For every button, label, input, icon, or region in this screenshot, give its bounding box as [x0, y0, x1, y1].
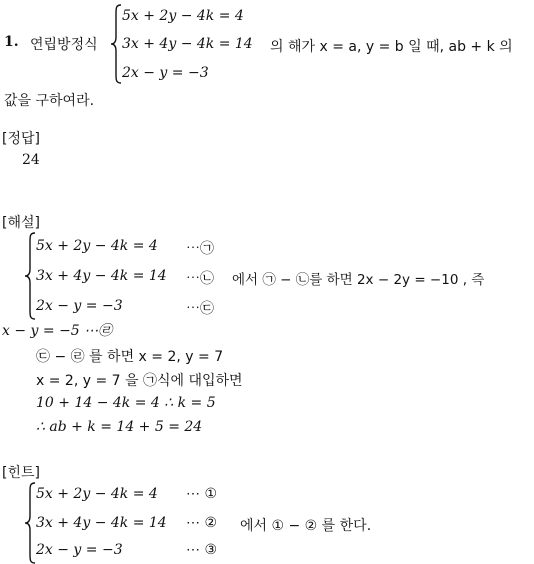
- solution-eq-3: 2x − y = −3: [36, 298, 123, 314]
- solution-heading: [해설]: [2, 215, 40, 231]
- solution-tag-2: ⋯㉡: [186, 271, 214, 287]
- problem-condition: 의 해가 x = a, y = b 일 때, ab + k 의: [270, 39, 513, 55]
- hint-tag-3: ⋯ ③: [186, 542, 218, 558]
- solution-eq-2: 3x + 4y − 4k = 14: [36, 268, 167, 284]
- problem-eq-2: 3x + 4y − 4k = 14: [122, 36, 253, 52]
- problem-brace: [110, 4, 122, 84]
- hint-tag-1: ⋯ ①: [186, 486, 218, 502]
- solution-brace: [24, 232, 36, 320]
- solution-line-3: x = 2, y = 7 을 ㉠식에 대입하면: [36, 373, 243, 389]
- answer-value: 24: [22, 152, 40, 168]
- problem-intro: 연립방정식: [30, 37, 98, 53]
- hint-heading: [힌트]: [2, 465, 40, 481]
- solution-after-system: 에서 ㉠ − ㉡를 하면 2x − 2y = −10 , 즉: [232, 272, 485, 288]
- problem-ask: 값을 구하여라.: [4, 93, 95, 109]
- solution-line-1: x − y = −5 ⋯㉣: [2, 323, 113, 339]
- hint-tag-2: ⋯ ②: [186, 515, 218, 531]
- problem-eq-3: 2x − y = −3: [122, 65, 209, 81]
- hint-brace: [24, 482, 36, 564]
- solution-line-2: ㉢ − ㉣ 를 하면 x = 2, y = 7: [36, 349, 224, 365]
- solution-line-5: ∴ ab + k = 14 + 5 = 24: [36, 419, 203, 435]
- hint-eq-3: 2x − y = −3: [36, 542, 123, 558]
- solution-line-4: 10 + 14 − 4k = 4 ∴ k = 5: [36, 395, 216, 411]
- solution-tag-3: ⋯㉢: [186, 301, 214, 317]
- problem-number: 1.: [4, 34, 19, 50]
- solution-tag-1: ⋯㉠: [186, 241, 214, 257]
- hint-after-system: 에서 ① − ② 를 한다.: [240, 518, 372, 534]
- problem-eq-1: 5x + 2y − 4k = 4: [122, 8, 244, 24]
- hint-eq-2: 3x + 4y − 4k = 14: [36, 515, 167, 531]
- hint-eq-1: 5x + 2y − 4k = 4: [36, 486, 158, 502]
- answer-heading: [정답]: [2, 131, 40, 147]
- solution-eq-1: 5x + 2y − 4k = 4: [36, 238, 158, 254]
